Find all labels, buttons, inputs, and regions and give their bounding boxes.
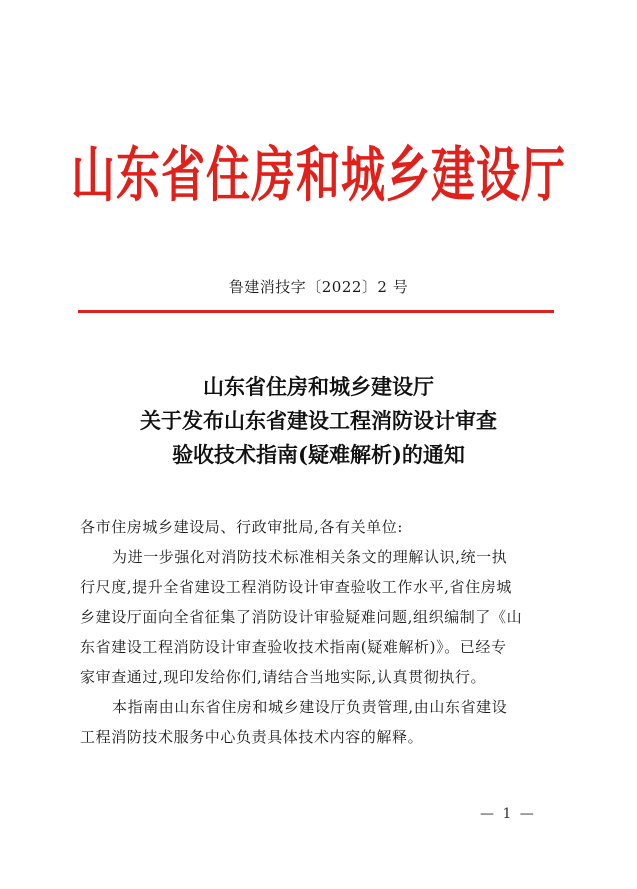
document-number: 鲁建消技字〔2022〕2 号 [228,278,409,296]
paragraph-1-line-1: 为进一步强化对消防技术标准相关条文的理解认识,统一执 [112,548,508,566]
paragraph-2-line-2: 工程消防技术服务中心负责具体技术内容的解释。 [80,728,424,746]
salutation: 各市住房城乡建设局、行政审批局,各有关单位: [80,518,404,536]
page-number: — 1 — [480,806,536,822]
paragraph-1-line-3: 乡建设厅面向全省征集了消防设计审验疑难问题,组织编制了《山 [80,608,523,626]
paragraph-1-line-5: 家审查通过,现印发给你们,请结合当地实际,认真贯彻执行。 [80,668,487,686]
paragraph-1-line-2: 行尺度,提升全省建设工程消防设计审查验收工作水平,省住房城 [80,578,512,596]
paragraph-1-line-4: 东省建设工程消防设计审查验收技术指南(疑难解析)》。已经专 [80,638,507,656]
red-divider-line [78,310,554,313]
title-line-2: 关于发布山东省建设工程消防设计审查 [140,408,497,433]
notice-body [80,512,556,752]
paragraph-2-line-1: 本指南由山东省住房和城乡建设厅负责管理,由山东省建设 [112,698,508,716]
title-line-1: 山东省住房和城乡建设厅 [203,374,434,399]
notice-title [0,370,637,472]
title-line-3: 验收技术指南(疑难解析)的通知 [172,442,465,467]
masthead-title: 山东省住房和城乡建设厅 [71,141,566,211]
